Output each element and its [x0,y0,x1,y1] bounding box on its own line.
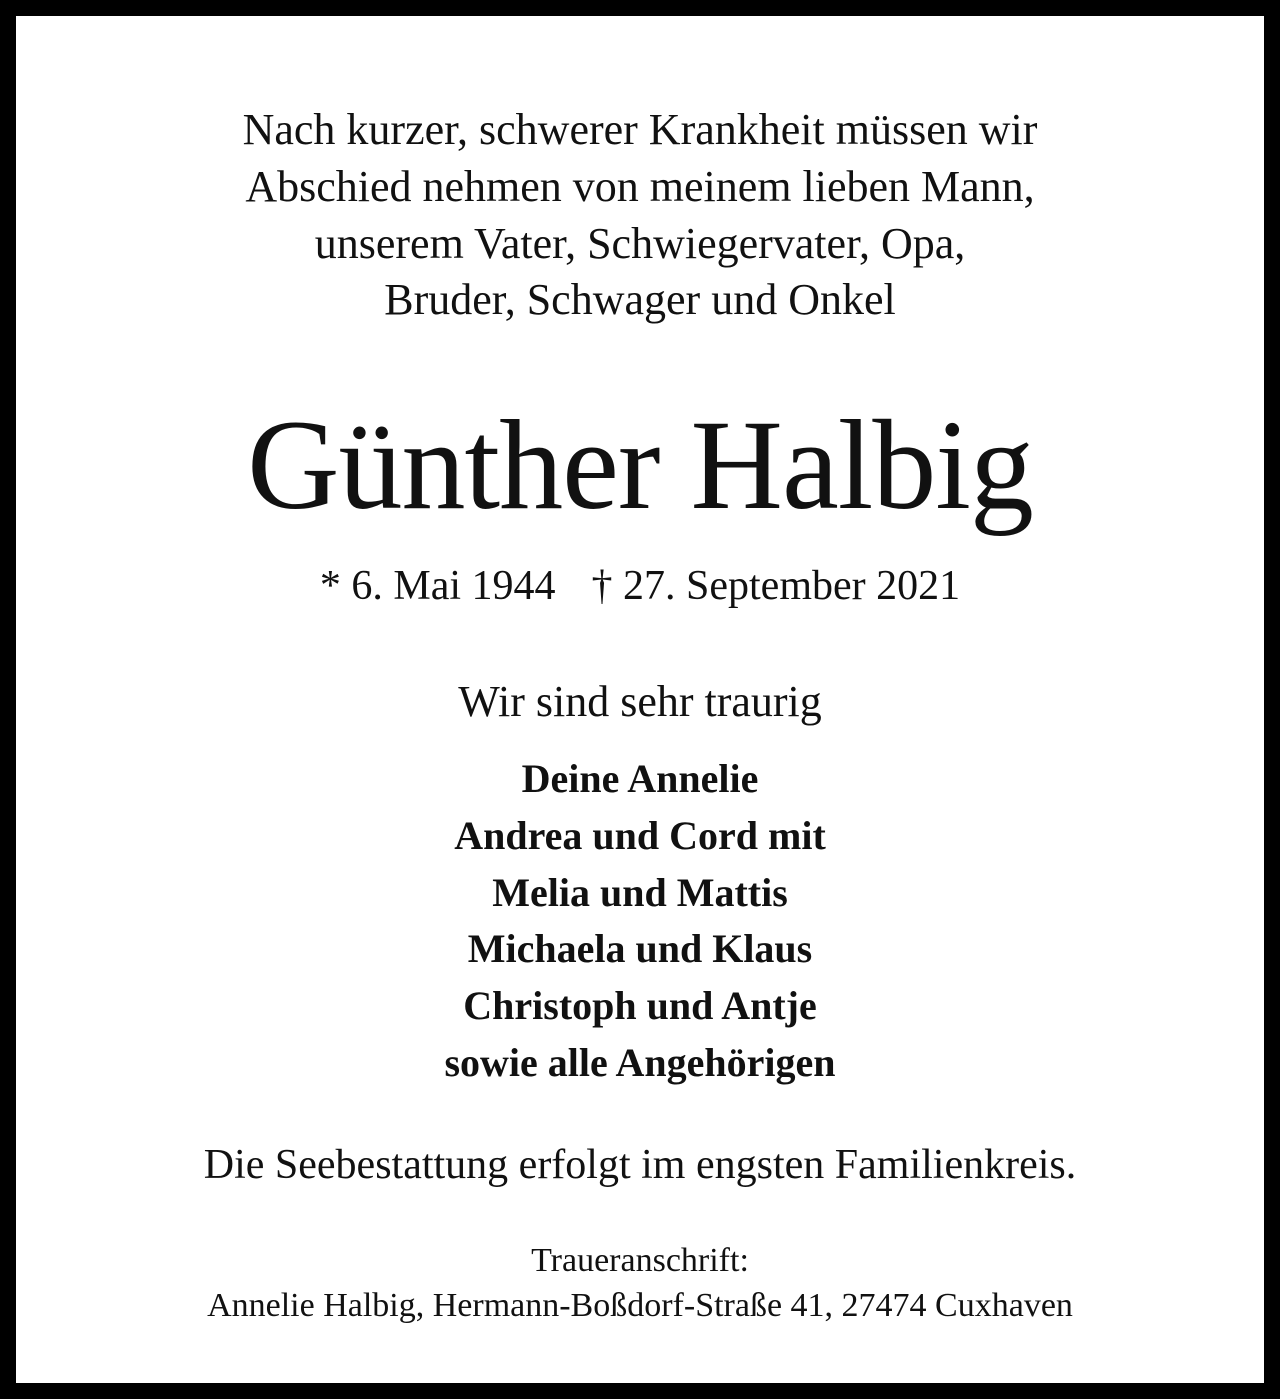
death-date: † 27. September 2021 [591,563,961,609]
intro-line: Nach kurzer, schwerer Krankheit müssen wir [242,105,1038,154]
mourning-line: Wir sind sehr traurig [458,677,822,726]
family-member-line: Andrea und Cord mit [454,813,826,858]
family-member-line: Deine Annelie [521,756,759,801]
life-dates [32,565,1248,607]
intro-line: Abschied nehmen von meinem lieben Mann, [245,162,1035,211]
family-member-line: sowie alle Angehörigen [444,1040,836,1085]
deceased-name: Günther Halbig [247,394,1033,536]
address-text: Annelie Halbig, Hermann-Boßdorf-Straße 41, 27474 Cuxhaven [207,1287,1073,1324]
family-member-line: Melia und Mattis [492,870,788,915]
address-label: Traueranschrift: [531,1242,749,1279]
birth-date: * 6. Mai 1944 [319,563,556,609]
burial-note: Die Seebestattung erfolgt im engsten Familienkreis. [203,1142,1077,1188]
family-member-line: Michaela und Klaus [467,926,813,971]
intro-line: unserem Vater, Schwiegervater, Opa, [314,219,966,268]
intro-line: Bruder, Schwager und Onkel [384,275,896,324]
family-member-line: Christoph und Antje [463,983,817,1028]
